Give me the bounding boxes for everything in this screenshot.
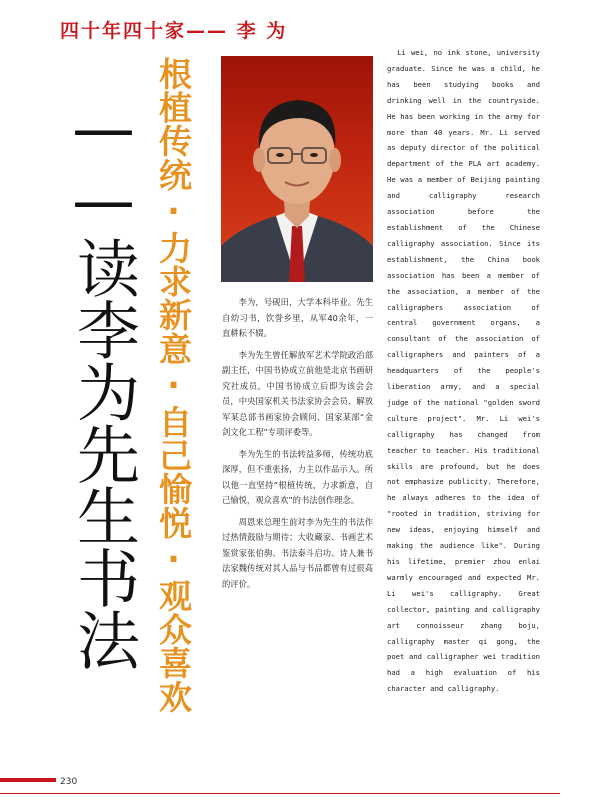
portrait-illustration [221, 56, 373, 282]
series-header: 四十年四十家—— 李 为 [60, 20, 288, 42]
footer-accent-bar [0, 778, 56, 782]
main-vertical-title: ——读李为先生书法 [67, 92, 140, 670]
vertical-subtitle: 根植传统·力求新意·自己愉悦·观众喜欢 [154, 57, 193, 714]
english-text-column [387, 45, 540, 697]
portrait-photo [221, 56, 373, 282]
page-number: 230 [60, 777, 78, 787]
footer-rule [0, 793, 560, 794]
english-paragraph: Li wei, no ink stone, university graduate. Since he was a child, he has been studying books and drinking well in the countryside. He has been working in the army for more than 40 years. Mr. Li served as deputy director of the political department of the PLA art academy. He was a member of Beijing painting and calligraphy research association before the establishment of the Chinese calligraphy association. Since its establishment, the China book association has been a member of the association, a member of the calligraphers association of central government organs, a consultant of the association of calligraphers and painters of a headquarters of the people's liberation army, and a special judge of the national "golden sword culture project". Mr. Li wei's calligraphy has changed from teacher to teacher. His traditional skills are profound, but he does not emphasize publicity. Therefore, he always adheres to the idea of "rooted in tradition, striving for new ideas, enjoying himself and making the audience like". During his lifetime, premier zhou enlai warmly encouraged and expected Mr. Li wei's calligraphy. Great collector, painting and calligraphy art connoisseur zhang boju, calligraphy master qi gong, the poet and calligrapher wei tradition had a high evaluation of his character and calligraphy. [387, 48, 540, 694]
chinese-paragraph: 李为先生曾任解放军艺术学院政治部副主任，中国书协成立前他是北京书画研究社成员，中国书协成立后即为该会会员，中央国家机关书法家协会会员、解放军某总部书画家协会顾问、国家某部“金剑文化工程”专项评委等。 [222, 349, 373, 437]
chinese-paragraph: 李为，号砚田，大学本科毕业。先生自幼习书，饮誉乡里，从军40余年，一直耕耘不辍。 [222, 297, 373, 338]
chinese-text-column [222, 295, 373, 598]
chinese-paragraph: 李为先生的书法转益多师，传统功底深厚，但不重张扬，力主以作品示人。所以他一直坚持“根植传统，力求新意，自己愉悦，观众喜欢”的书法创作理念。 [222, 448, 373, 505]
chinese-paragraph: 周恩来总理生前对李为先生的书法作过热情鼓励与期待；大收藏家、书画艺术鉴赏家张伯驹、书法泰斗启功、诗人兼书法家魏传统对其人品与书品都曾有过很高的评价。 [222, 516, 373, 589]
